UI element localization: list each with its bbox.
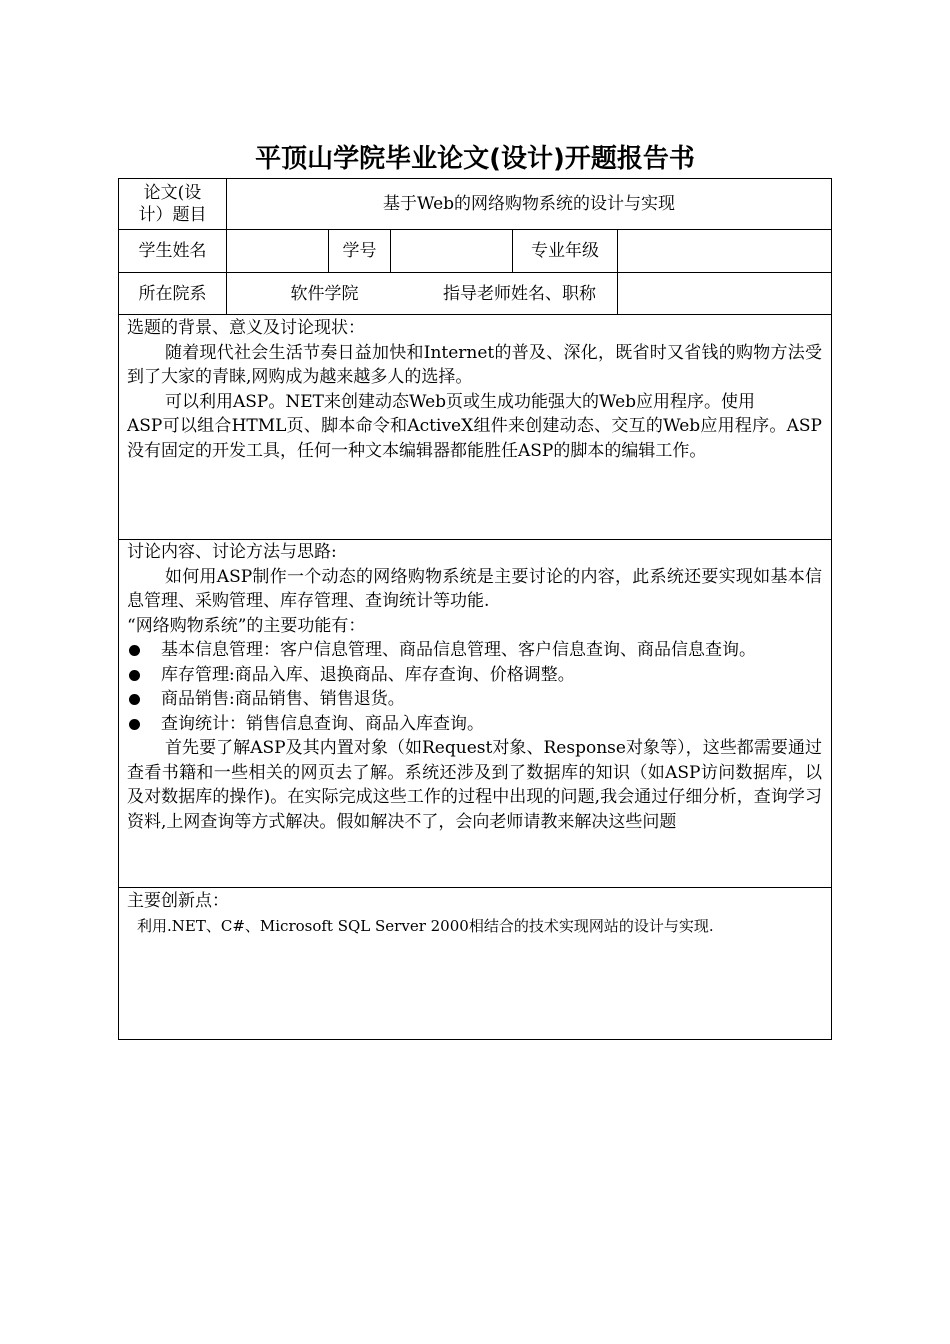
list-item [127,712,822,737]
paragraph: 首先要了解ASP及其内置对象（如Request对象、Response对象等），这些都需要通过查看书籍和一些相关的网页去了解。系统还涉及到了数据库的知识（如ASP访问数据库，以及对数据库的操作)。在实际完成这些工作的过程中出现的问题,我会通过仔细分析，查询学习资料,上网查询等方式解决。假如解决不了，会向老师请教来解决这些问题 [127,738,822,832]
paragraph: 利用.NET、C#、Microsoft SQL Server 2000相结合的技术实现网站的设计与实现. [137,916,714,935]
list-item [127,663,822,688]
topic-label: 论文(设计）题目 [138,183,207,225]
student-name-label: 学生姓名 [138,241,207,261]
list-item-text: 查询统计：销售信息查询、商品入库查询。 [161,713,484,734]
section-heading: 讨论内容、讨论方法与思路: [127,542,337,562]
major-label: 专业年级 [531,241,599,261]
table-border-right [831,178,832,1040]
list-item-text: 基本信息管理：客户信息管理、商品信息管理、客户信息查询、商品信息查询。 [161,640,756,660]
major-value[interactable] [618,230,831,272]
feature-list [127,638,822,736]
student-id-value[interactable] [391,230,512,272]
innovation-section [127,889,822,938]
bullet-icon [129,670,140,681]
paragraph: 随着现代社会生活节奏日益加快和Internet的普及、深化，既省时又省钱的购物方法受到了大家的青睐,网购成为越来越多人的选择。 [127,342,822,387]
section-heading: 主要创新点： [127,891,229,911]
proposal-table [118,178,832,1040]
list-item-text: 库存管理:商品入库、退换商品、库存查询、价格调整。 [161,664,575,685]
bullet-icon [129,694,140,705]
paragraph: “网络购物系统”的主要功能有： [127,615,366,636]
list-item [127,638,822,663]
list-item [127,687,822,712]
paragraph: ASP可以组合HTML页、脚本命令和ActiveX组件来创建动态、交互的Web应用程序。ASP没有固定的开发工具，任何一种文本编辑器都能胜任ASP的脚本的编辑工作。 [127,416,822,461]
advisor-value[interactable] [618,273,831,314]
student-name-value[interactable] [227,230,328,272]
topic-value: 基于Web的网络购物系统的设计与实现 [382,194,676,214]
table-border-bottom [118,1039,832,1040]
section-heading: 选题的背景、意义及讨论现状： [127,318,365,338]
document-title: 平顶山学院毕业论文(设计)开题报告书 [255,144,695,174]
department-label: 所在院系 [138,283,207,304]
student-id-label: 学号 [342,241,377,261]
background-section [127,316,822,463]
advisor-label: 指导老师姓名、职称 [443,283,596,304]
paragraph: 如何用ASP制作一个动态的网络购物系统是主要讨论的内容，此系统还要实现如基本信息管理、采购管理、库存管理、查询统计等功能. [127,566,822,611]
research-content-section [127,540,822,834]
bullet-icon [129,719,140,730]
section-divider [118,887,832,888]
paragraph: 可以利用ASP。NET来创建动态Web页或生成功能强大的Web应用程序。使用 [165,391,756,412]
row-divider [118,314,832,315]
list-item-text: 商品销售:商品销售、销售退货。 [161,689,405,709]
department-value: 软件学院 [290,283,359,304]
bullet-icon [129,645,140,656]
